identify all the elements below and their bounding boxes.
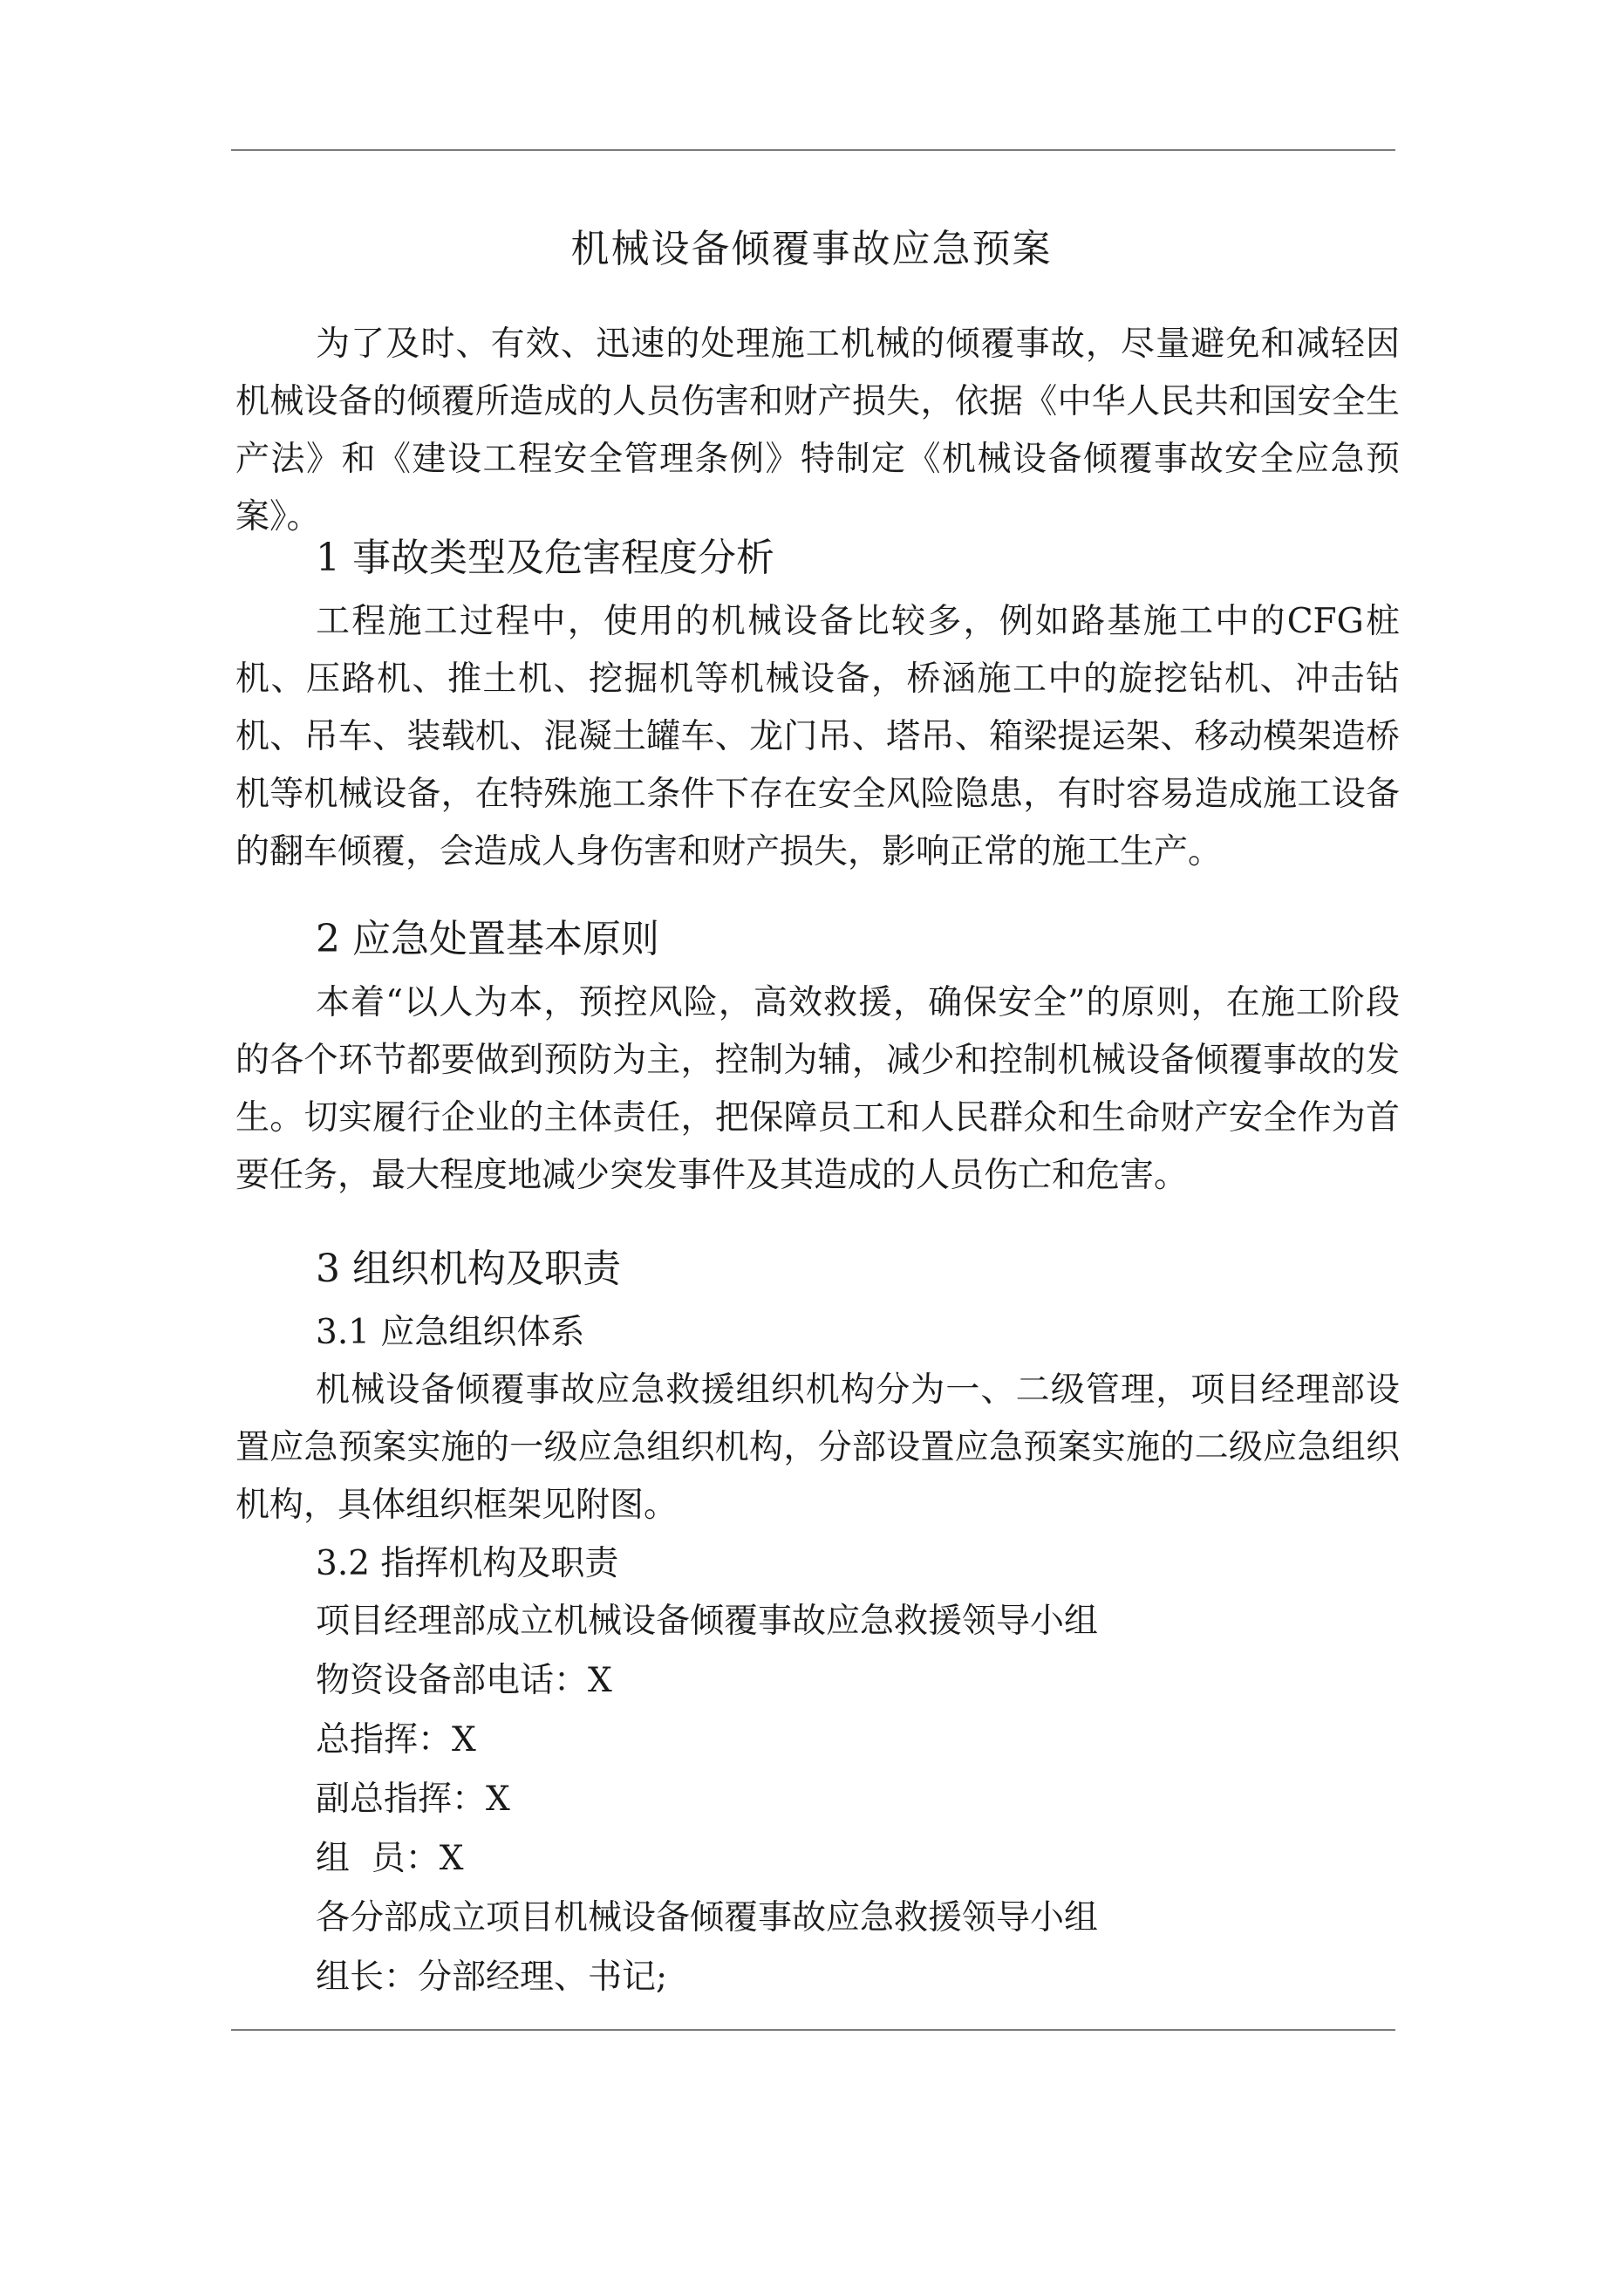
leadership-line-3-block [235, 1712, 1400, 1769]
section-3-1-heading-block [235, 1304, 1400, 1362]
section-2-body-block [235, 974, 1400, 1205]
section-3-heading-block [235, 1240, 1400, 1298]
deputy-commander-line: 副总指挥：X [316, 1780, 510, 1819]
intro-paragraph-block [235, 316, 1400, 546]
section-3-1-body: 机械设备倾覆事故应急救援组织机构分为一、二级管理，项目经理部设置应急预案实施的一级应急组织机构，分部设置应急预案实施的二级应急组织机构，具体组织框架见附图。 [235, 1370, 1400, 1525]
intro-paragraph: 为了及时、有效、迅速的处理施工机械的倾覆事故，尽量避免和减轻因机械设备的倾覆所造成的人员伤害和财产损失，依据《中华人民共和国安全生产法》和《建设工程安全管理条例》特制定《机械设备倾覆事故安全应急预案》。 [235, 325, 1400, 536]
document-title: 机械设备倾覆事故应急预案 [570, 227, 1053, 271]
commander-line: 总指挥：X [316, 1720, 476, 1760]
branch-leadership-group-line: 各分部成立项目机械设备倾覆事故应急救援领导小组 [316, 1898, 1099, 1937]
section-2-body: 本着“以人为本，预控风险，高效救援，确保安全”的原则，在施工阶段的各个环节都要做到预防为主，控制为辅，减少和控制机械设备倾覆事故的发生。切实履行企业的主体责任，把保障员工和人民群众和生命财产安全作为首要任务，最大程度地减少突发事件及其造成的人员伤亡和危害。 [235, 983, 1400, 1195]
section-2-heading-block [235, 911, 1400, 968]
section-3-1-heading: 3.1 应急组织体系 [316, 1313, 585, 1352]
section-3-1-body-block [235, 1362, 1400, 1534]
leadership-line-2-block [235, 1652, 1400, 1710]
header-rule [231, 149, 1395, 151]
leadership-line-5-block [235, 1830, 1400, 1888]
section-3-heading: 3 组织机构及职责 [316, 1247, 621, 1291]
section-3-2-heading-block [235, 1535, 1400, 1593]
group-leader-line: 组长：分部经理、书记; [316, 1958, 668, 1997]
section-1-body: 工程施工过程中，使用的机械设备比较多，例如路基施工中的CFG桩机、压路机、推土机、挖掘机等机械设备，桥涵施工中的旋挖钻机、冲击钻机、吊车、装载机、混凝土罐车、龙门吊、塔吊、箱梁提运架、移动模架造桥机等机械设备，在特殊施工条件下存在安全风险隐患，有时容易造成施工设备的翻车倾覆，会造成人身伤害和财产损失，影响正常的施工生产。 [235, 602, 1400, 871]
section-2-heading: 2 应急处置基本原则 [316, 917, 659, 961]
leadership-line-7-block [235, 1949, 1400, 2006]
section-1-heading: 1 事故类型及危害程度分析 [316, 536, 774, 580]
leadership-group-line: 项目经理部成立机械设备倾覆事故应急救援领导小组 [316, 1602, 1099, 1641]
section-1-body-block [235, 593, 1400, 881]
leadership-line-6-block [235, 1889, 1400, 1947]
leadership-line-4-block [235, 1771, 1400, 1828]
footer-rule [231, 2029, 1395, 2031]
section-3-2-heading: 3.2 指挥机构及职责 [316, 1544, 619, 1583]
section-1-heading-block [235, 530, 1400, 587]
members-line: 组 员：X [316, 1839, 464, 1878]
leadership-line-1-block [235, 1593, 1400, 1650]
equipment-dept-phone-line: 物资设备部电话：X [316, 1661, 612, 1700]
